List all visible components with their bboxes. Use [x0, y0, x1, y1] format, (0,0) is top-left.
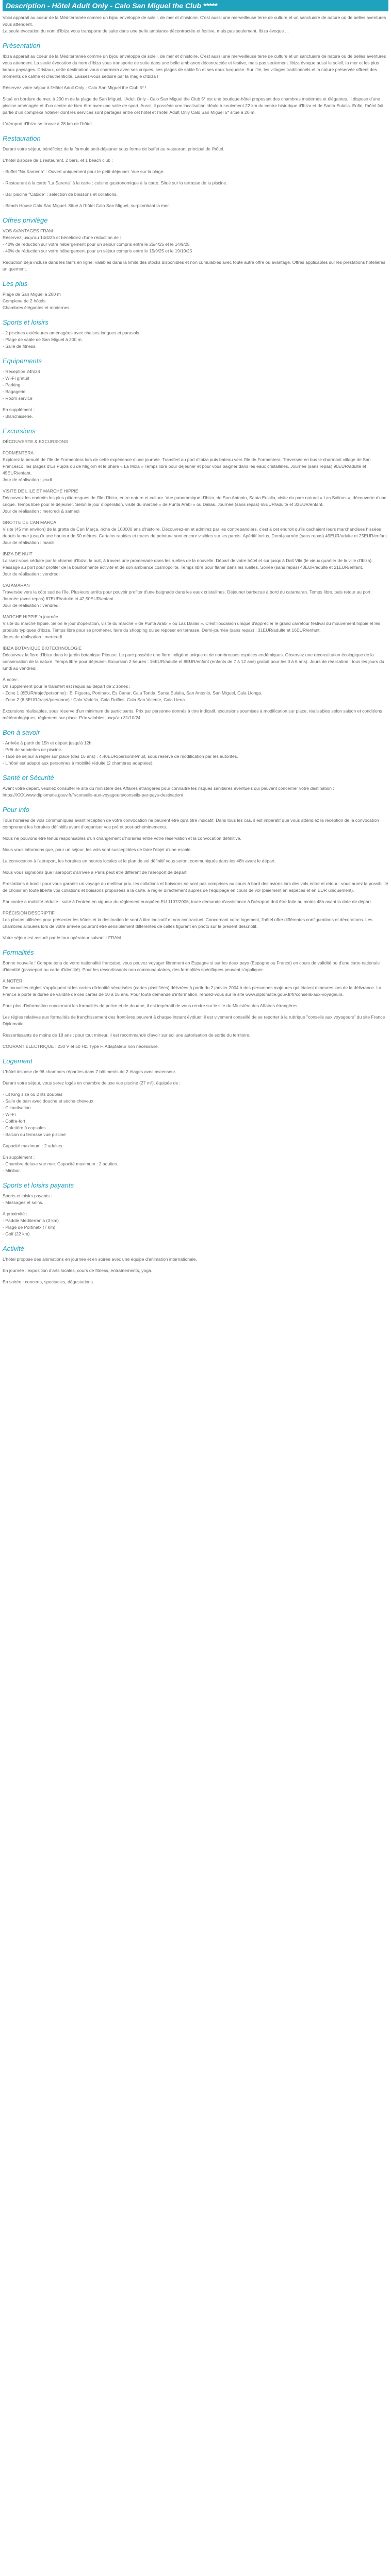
section-title-sports-payants: Sports et loisirs payants — [3, 1181, 74, 1189]
excursion-item: FORMENTERA Explorez la beauté de l'île de Formentera lors de cette expérience d'une journée. Transfert au port d'Ibiza puis bateau vers l'île de Formentera. Traversée en bus le charmant village de San Francesco, les plages d'Es Pujols ou de Migjorn et le phare « La Mola » Temps libre pour déjeuner et pour vous baigner dans les eaux cristallines. Journée (sans repas) 90EUR/adulte et 45EUR/enfant. Jour de réalisation : jeudi — [3, 450, 371, 482]
section-title-bon-a-savoir: Bon à savoir — [3, 728, 40, 736]
excursion-item: IBIZA DE NUIT Laissez-vous séduire par le charme d'Ibiza, la nuit, à travers une promenade dans les ruelles de la nouvelle. Départ de votre hôtel et sur jusqu'à Dalt Vila (le vieux quartier de la ville d'Ibiza). Passage au port pour profiter de la bouillonnante activité et de son ambiance cosmopolite. Temps libre pour flâner dans les ruelles. Soirée (sans repas) 40EUR/adulte et 21EUR/enfant. Jour de réalisation : vendredi — [3, 551, 373, 577]
offres-note: Réduction déjà incluse dans les tarifs en ligne, valables dans la limite des stocks disponibles et non cumulables avec toute autre offre ou avantage. Offres applicables sur les prestations hôtelières uniquement. — [3, 260, 386, 272]
logement-list: - Lit King size ou 2 lits doubles - Salle de bain avec douche et sèche-cheveux - Climatisation - Wi-Fi - Coffre-fort - Cafetière à capsules - Balcon ou terrasse vue piscine — [3, 1092, 93, 1137]
intro-text: Voici apparait au coeur de la Méditerranée comme un bijou enveloppé de soleil, de mer et d'histoire. C'est aussi une merveilleuse terre de culture et un sanctuaire de nature où de belles aventures vous attendent. La seule évocation du nom d'Ibiza vous transporte de suite dans une belle ambiance décontractée et festive, mais pas seulement. Ibiza évoque ... — [3, 15, 386, 33]
formalites-paragraph: Pour plus d'information concernant les formalités de police et de douane, il est impératif de vous rendre sur le site du Ministère des Affaires étrangères. — [3, 1003, 299, 1008]
activite-paragraph: En soirée : concerts, spectacles, dégustations. — [3, 1279, 94, 1284]
section-title-sports: Sports et loisirs — [3, 318, 48, 326]
page-title: Description - Hôtel Adult Only - Calo San Miguel the Club ***** — [3, 0, 388, 11]
section-title-offres: Offres privilège — [3, 216, 48, 224]
excursion-item: VISITE DE L'ILE ET MARCHE HIPPIE Découvrez les endroits les plus pittoresques de l'île d'Ibiza, entre nature et culture. Vue panoramique d'Ibiza, de San Antonio, Santa Eulalia, visite du parc naturel « Las Salinas », découverte d'une crique. Temps libre pour le déjeuner. Selon le jour d'opération, visite du marché « de Punta Arabi » ou Dalias. Journée (sans repas) 65EUR/adulte et 33EUR/enfant. Jour de réalisation : mercredi & samedi — [3, 488, 387, 514]
pour-info-paragraph: Prestations à bord : pour vous garantir un voyage au meilleur prix, les collations et boissons ne sont pas comprises au cours à bord des avions lors des vols entre et retour : vous aurez la possibilité de choisir en toute liberté vos collations et boissons proposées à la carte, à régler directement auprès de l'équipage en cours de vol (paiement en espèces et en EUR uniquement). — [3, 881, 388, 893]
plus-list: Plage de San Miguel à 200 m Complexe de 2 hôtels Chambres élégantes et modernes — [3, 292, 70, 310]
presentation-paragraph: Situé en bordure de mer, à 200 m de la plage de San Miguel, l'Adult Only - Calo San Miguel the Club 5* est une boutique-hôtel proposant des chambres modernes et élégantes. Il dispose d'une piscine aménagée et d'un centre de bien-être avec une salle de sport. Aussi, il possède une localisation idéale à seulement 22 km du centre historique d'Ibiza et de Santa Eulalia. Enfin, l'hôtel fait partie d'un complexe hôtelier dont les services sont partagés entre cet hôtel et l'hôtel Adult Only Calo San Miguel 5* situé à 20 m. — [3, 96, 384, 115]
presentation-paragraph: L'aéroport d'Ibiza se trouve à 28 km de l'hôtel. — [3, 121, 93, 126]
proximite-list: À proximité : - Paddle Mediterrania (3 km) - Plage de Portinatx (7 km) - Golf (22 km) — [3, 1211, 59, 1236]
restauration-paragraph: - Bar piscine "Cabide" : sélection de boissons et collations. — [3, 192, 118, 197]
logement-extra: En supplément : - Chambre deluxe vue mer. Capacité maximum : 2 adultes. - Minibar. — [3, 1155, 119, 1173]
presentation-paragraph: Ibiza apparait au coeur de la Méditerranée comme un bijou enveloppé de soleil, de mer et d'histoire. C'est aussi une merveilleuse terre de culture et un sanctuaire de nature où de belles aventures vous attendent. La seule évocation du nom d'Ibiza vous transporte de suite dans une belle ambiance décontractée et festive, mais pas seulement. Ibiza évoque aussi le soleil, la mer et les plus beaux paysages. Cristaux, cette destination vous charmera avec ses criques, ses plages de sable fin et ses eaux turquoise. Sur l'île, les villages traditionnels et la nature préservée offrent des moments de calme et d'authenticité. Laissez-vous séduire par la magie d'Ibiza ! — [3, 54, 386, 79]
section-title-presentation: Présentation — [3, 42, 40, 49]
logement-paragraph: L'hôtel dispose de 96 chambres réparties dans 7 bâtiments de 2 étages avec ascenseur. — [3, 1069, 176, 1074]
activite-paragraph: L'hôtel propose des animations en journée et en soirée avec une équipe d'animation internationale. — [3, 1257, 197, 1262]
restauration-paragraph: Durant votre séjour, bénéficiez de la formule petit-déjeuner sous forme de buffet au restaurant principal de l'hôtel. — [3, 146, 224, 151]
pour-info-paragraph: Par contre a mobilité réduite : suite à l'entrée en vigueur du règlement européen EU 1107/2006, toute demande d'assistance à l'aéroport doit être faite au moins 48h avant la date de départ. — [3, 899, 372, 904]
restauration-paragraph: L'hôtel dispose de 1 restaurant, 2 bars, et 1 beach club : — [3, 158, 113, 163]
bon-a-savoir-list: - Arrivée à partir de 15h et départ jusqu'à 12h. - Prêt de serviettes de piscine. - Taxe de séjour à régler sur place (dès 16 ans) : 4.40EUR/personne/nuit, sous réserve de modification par les autorités. - L'hôtel est adapté aux personnes à mobilité réduite (2 chambres adaptées). — [3, 740, 238, 766]
pour-info-paragraph: Tous horaires de vols communiqués avant réception de votre convocation ne peuvent être qu'à titre indicatif. Dans tous les cas, il est impératif que vous attendiez la réception de la convocation comprenant les horaires définitifs avant d'organiser vos pré et post-acheminements. — [3, 818, 379, 829]
section-title-plus: Les plus — [3, 280, 28, 287]
pour-info-paragraph: PRÉCISION DESCRIPTIF Les photos utilisées pour présenter les hôtels et la destination le sont à titre indicatif et non contractuel. Concernant votre logement, l'hôtel offre différentes configurations et décorations. Les chambres allouées lors de votre arrivée pourront être sensiblement différentes de celles figurant en photo sur le présent descriptif. — [3, 910, 372, 929]
restauration-paragraph: - Beach House Calo San Miguel. Situé à l'hôtel Calo San Miguel, surplombant la mer. — [3, 203, 170, 208]
pour-info-paragraph: Nous vous informons que, pour un séjour, les vols sont susceptibles de faire l'objet d'une escale. — [3, 847, 192, 852]
pour-info-paragraph: Nous vous signalons que l'aéroport d'arrivée à Paris peut être différent de l'aéroport de départ. — [3, 870, 188, 875]
offres-list: VOS AVANTAGES FRAM Réservez jusqu'au 14/4/25 et bénéficiez d'une réduction de : - 40% de réduction sur votre hébergement pour un séjour compris entre le 25/4/25 et le 14/9/25 - 40% de réduction sur votre hébergement pour un séjour compris entre le 15/9/25 et le 19/10/25 — [3, 228, 192, 253]
section-title-sante: Santé et Sécurité — [3, 774, 54, 782]
sports-payants-list: Sports et loisirs payants : - Massages et soins. — [3, 1193, 53, 1205]
excursion-item: MARCHE HIPPIE 'a journée Visite du marché hippie. Selon le jour d'opération, visite du marché « de Punta Arabi » ou Las Dalias ». C'est l'occasion unique d'apprécier le grand carrefour festival du mouvement hippie et les produits typiques d'Ibiza. Temps libre pour se promener, faire du shopping ou se reposer en terrasse. Demi-journée (sans repas) : 31EUR/adulte et 16EUR/enfant. Jours de réalisation : mercredi — [3, 614, 381, 639]
presentation-paragraph: Réservez votre séjour à l'Hôtel Adult Only - Calo San Miguel the Club 5* ! — [3, 85, 146, 90]
activite-paragraph: En journée : exposition d'arts locales, cours de fitness, entraînements, yoga. — [3, 1268, 153, 1273]
formalites-paragraph: COURANT ÉLECTRIQUE : 230 V et 50 Hz. Type F. Adaptateur non nécessaire. — [3, 1044, 159, 1049]
restauration-paragraph: - Restaurant à la carte "La Sarena" à la carte : cuisine gastronomique à la carte. Situé sur la terrasse de la piscine. — [3, 180, 227, 185]
excursion-item: GROTTE DE CAN MARÇA Visite (45 mn environ) de la grotte de Can Marça, riche de 100000 ans d'histoire. Découvrez-en et admirez par les contrebandiers, c'est à cet endroit qu'ils cachaient leurs marchandises hissées depuis la mer jusqu'à une hauteur de 50 mètres. Certains rapides et traces de peinture sont encore visibles sur les parois. Apéritif inclus. Demi-journée (sans repas) 49EUR/adulte et 25EUR/enfant. Jour de réalisation : mardi — [3, 520, 388, 545]
pour-info-paragraph: Nous ne pouvons être tenus responsables d'un changement d'horaires entre votre réservation et la convocation définitive. — [3, 836, 241, 841]
excursions-note: Excursions réalisables, sous réserve d'un minimum de participants. Prix par personne donnés à titre indicatif, excursions soumises à modification sur place, réalisables selon saison et conditions météorologiques, règlement sur place. Prix valables jusqu'au 31/10/24. — [3, 708, 382, 720]
excursion-item: IBIZA BOTANIQUE BIOTECHNOLOGIE Découvrez la flore d'Ibiza dans le jardin botanique Piteuse. Le parc possède une flore indigène unique et de nombreuses espèces endémiques. Observez une reconstitution écologique de la conservation de la nature. Temps libre pour déjeuner. Excursion 2 heures : 16EUR/adulte et 8EUR/enfant (enfants de 7 à 12 ans) gratuit pour les 0 à 6 ans). Jours de réalisation : tous les jours du lundi au vendredi. — [3, 646, 384, 671]
section-title-logement: Logement — [3, 1057, 32, 1065]
excursions-heading: DÉCOUVERTE & EXCURSIONS — [3, 439, 68, 444]
restauration-paragraph: - Buffet "Na Xamena" : Ouvert uniquement pour le petit-déjeuner. Vue sur la plage. — [3, 169, 165, 174]
excursions-footer: À noter : Un supplément pour le transfert est requis au départ de 2 zones : - Zone 1 (6EUR/trajet/personne) : El Figuera, Portinatx, Es Canar, Cala Tarida, Santa Eulalia, San Antonio, San Miguel, Cala Llonga. - Zone 2 (6.5EUR/trajet/personne) : Cala Vadella, Cala Dolfins, Cala San Vicente, Cala Llena. — [3, 677, 263, 702]
logement-paragraph: Durant votre séjour, vous serez logés en chambre deluxe vue piscine (27 m²), équipée de : — [3, 1080, 181, 1086]
section-title-equipements: Equipements — [3, 357, 42, 365]
section-title-formalites: Formalités — [3, 948, 34, 956]
equipements-extra: En supplément : - Blanchisserie. — [3, 407, 35, 419]
formalites-paragraph: Bonne nouvelle ! Compte tenu de votre nationalité française, vous pouvez voyager librement en Espagne si sur les deux pays (Espagne ou France) en cours de validité ou d'une carte nationale d'identité (passeport ou carte d'identité). Pour les ressortissants non communautaires, des formalités spécifiques peuvent s'appliquer. — [3, 960, 380, 972]
equipements-list: - Réception 24h/24 - Wi-Fi gratuit - Parking - Bagagerie - Room service — [3, 369, 40, 401]
section-title-activite: Activité — [3, 1245, 24, 1252]
sports-list: - 2 piscines extérieures aménagées avec chaises longues et parasols. - Plage de sable de San Miguel à 200 m. - Salle de fitness. — [3, 330, 141, 349]
pour-info-paragraph: Votre séjour est assuré par le tour opérateur suivant : FRAM — [3, 935, 121, 940]
excursion-item: CATAMARAN Traversée vers la côte sud de l'île. Plusieurs arrêts pour pouvoir profiter d'une baignade dans les eaux cristallines. Déjeuner barbecue à bord du catamaran. Temps libre, puis retour au port. Journée (avec repas) 87EUR/adulte et 42,50EUR/enfant. Jour de réalisation : vendredi — [3, 583, 372, 608]
section-title-restauration: Restauration — [3, 134, 41, 142]
pour-info-paragraph: La convocation à l'aéroport, les horaires en heures locales et le plan de vol définitif vous seront communiqués dans les 48h avant le départ. — [3, 858, 276, 863]
section-title-excursions: Excursions — [3, 427, 36, 435]
sante-paragraph: Avant votre départ, veuillez consulter le site du ministère des Affaires étrangères pour connaître les risques sanitaires éventuels qui peuvent concerner votre destination : https://XXX.www.diplomatie.gouv.fr/fr/conseils-aux-voyageurs/conseils-par-pays-destination/ — [3, 786, 334, 798]
formalites-paragraph: Ressortissants de moins de 18 ans : pour tout mineur, il est recommandé d'avoir sur soi une autorisation de sortie du territoire. — [3, 1032, 251, 1038]
logement-capacity: Capacité maximum : 2 adultes. — [3, 1143, 63, 1148]
section-title-pour-info: Pour info — [3, 806, 30, 814]
formalites-paragraph: Les règles relatives aux formalités de franchissement des frontières peuvent à chaque instant évoluer, il est vivement conseillé de se reporter à la rubrique "conseils aux voyageurs" du site France Diplomatie. — [3, 1014, 385, 1026]
formalites-paragraph: À NOTER De nouvelles règles s'appliquent si les cartes d'identité sécurisées (cartes plastifiées) délivrées à partir du 2 janvier 2004 à des personnes majeures qui étaient mineures lors de la délivrance. La France a porté la durée de validité de ces cartes de 10 à 15 ans. Pour toute demande d'information, rendez-vous sur le site www.diplomatie.gouv.fr/fr/conseils-aux-voyageurs. — [3, 978, 382, 997]
